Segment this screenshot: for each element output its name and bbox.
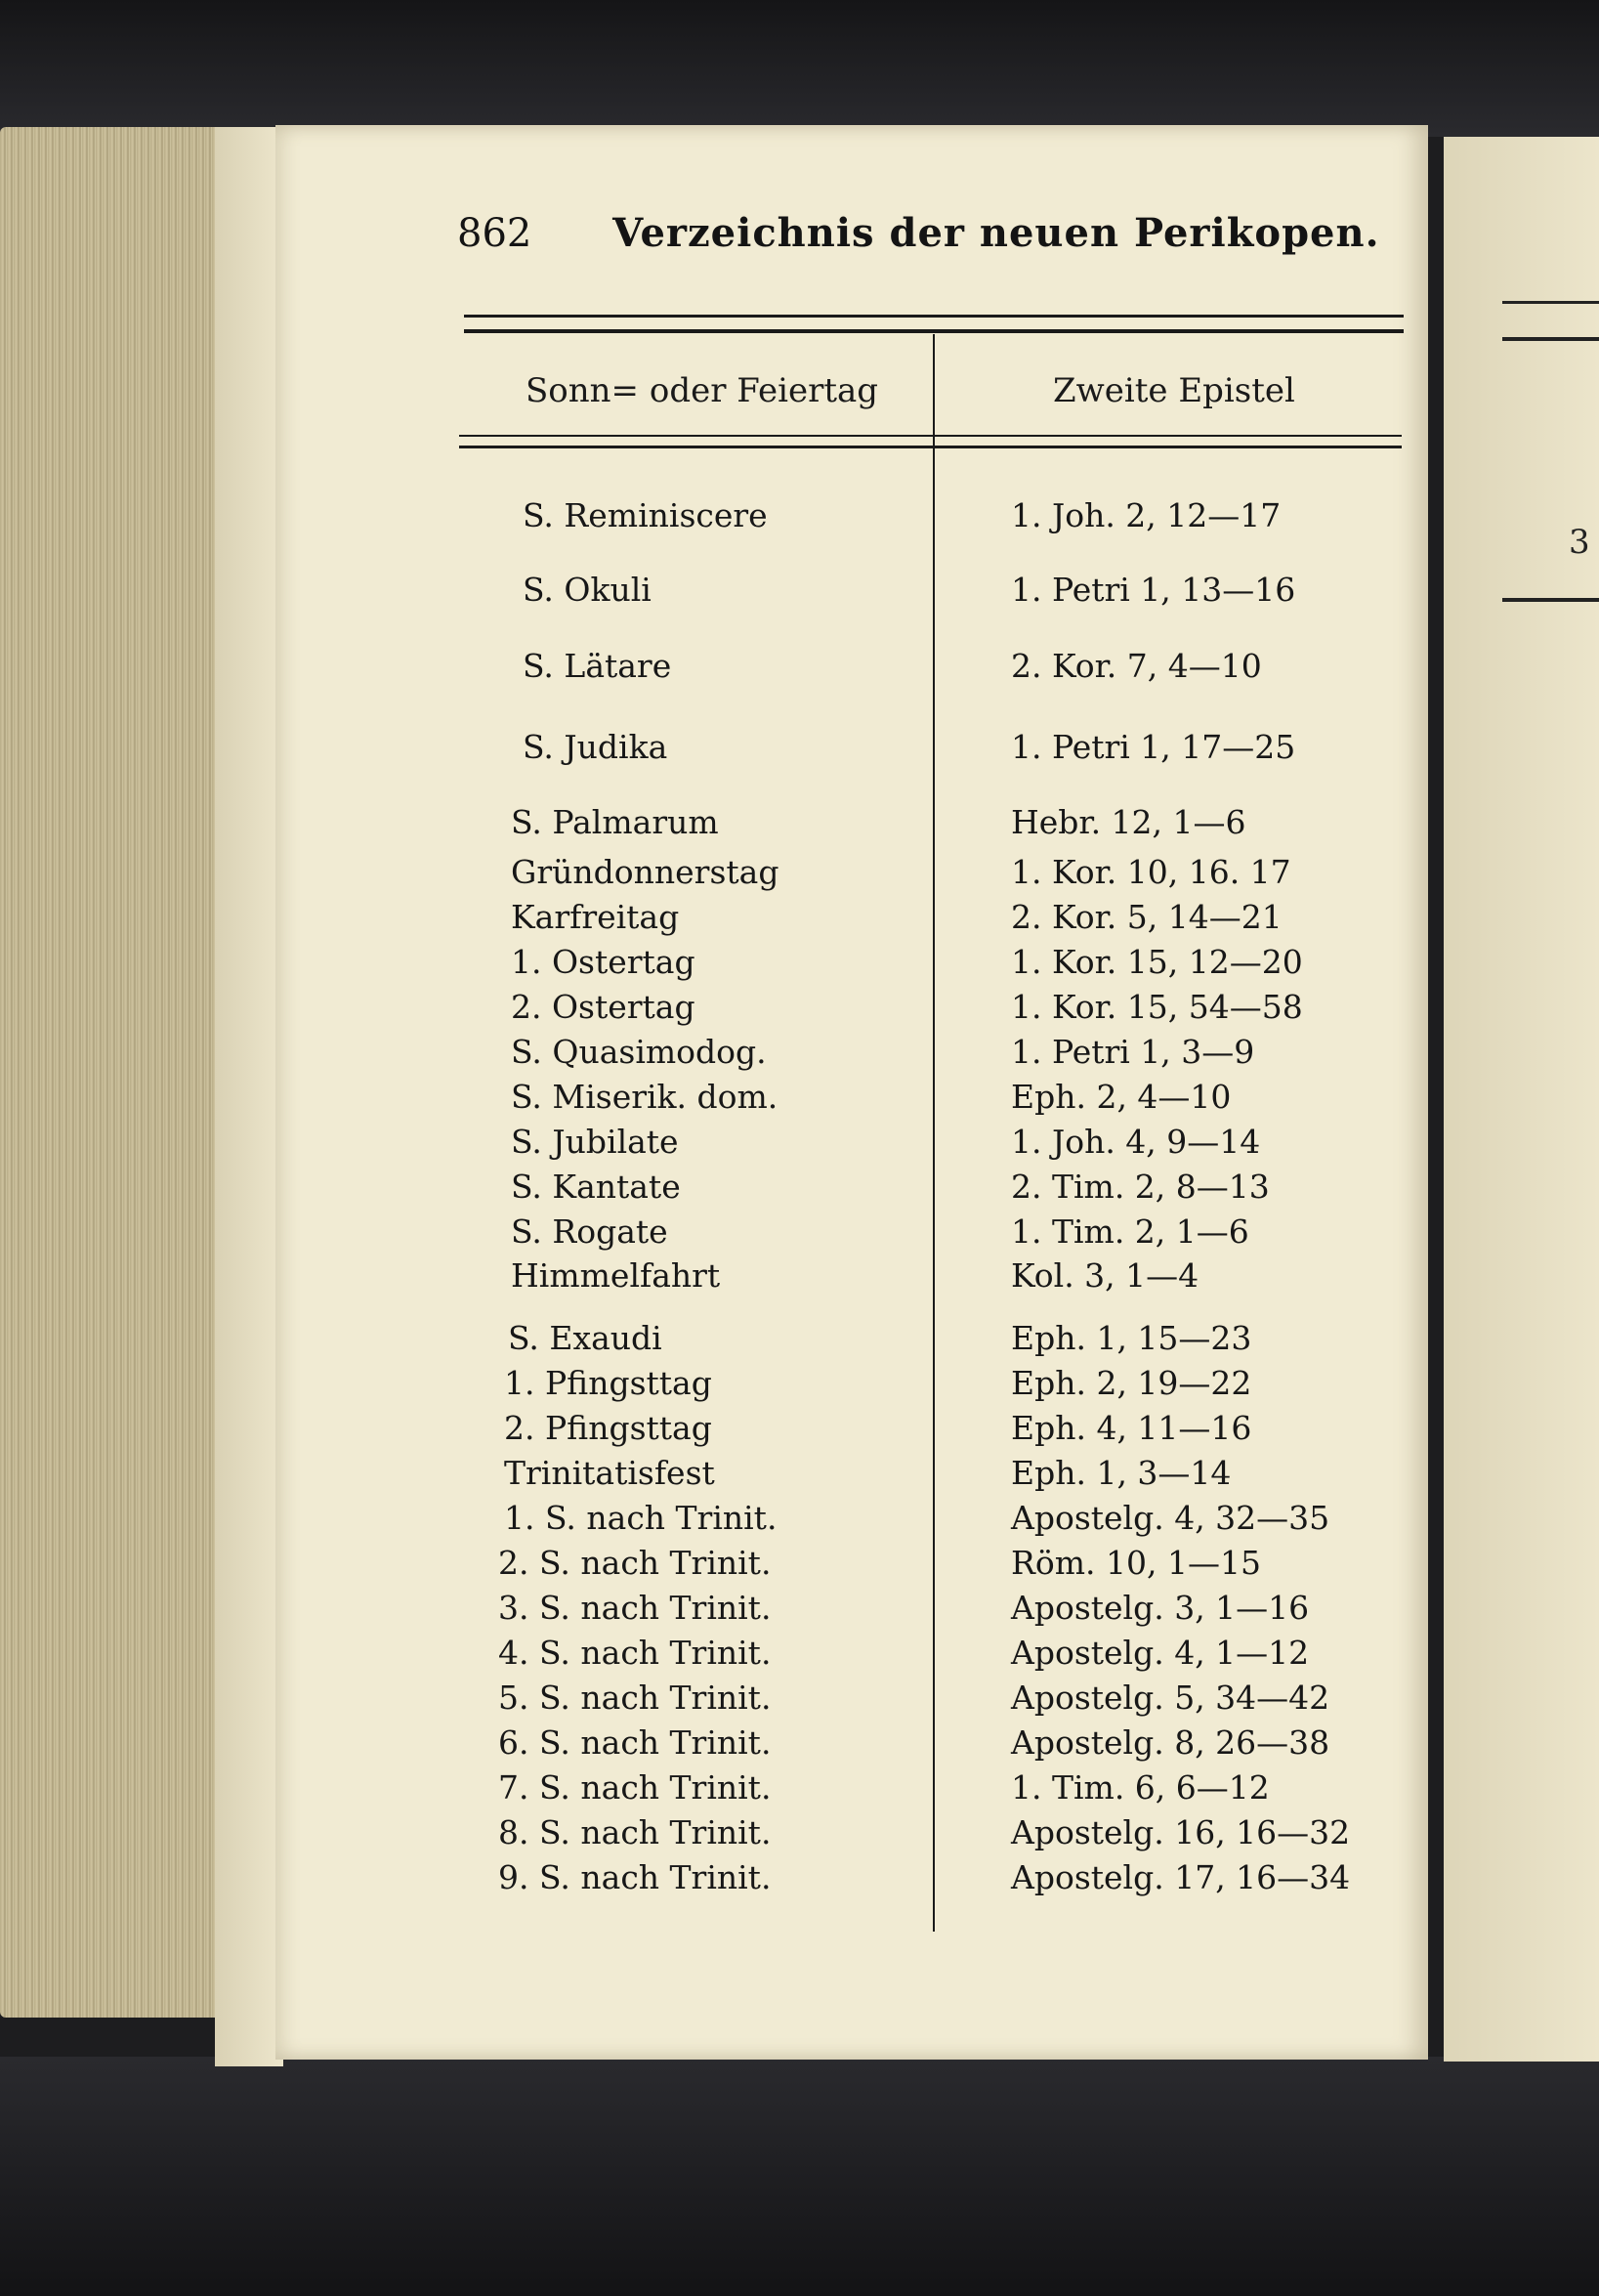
epistle-reference: Apostelg. 16, 16—32 — [1011, 1813, 1351, 1851]
page-number: 862 — [457, 211, 532, 256]
table-rule-top — [464, 329, 1404, 333]
feast-day: Karfreitag — [511, 898, 680, 936]
epistle-reference: 1. Tim. 2, 1—6 — [1011, 1212, 1249, 1251]
epistle-reference: 1. Petri 1, 3—9 — [1011, 1033, 1255, 1071]
epistle-reference: Eph. 1, 3—14 — [1011, 1454, 1232, 1492]
feast-day: Himmelfahrt — [511, 1256, 721, 1295]
table-rule-top-thin — [464, 315, 1404, 318]
epistle-reference: 1. Kor. 15, 54—58 — [1011, 988, 1303, 1026]
epistle-reference: 1. Kor. 10, 16. 17 — [1011, 853, 1291, 891]
feast-day: S. Exaudi — [508, 1319, 662, 1357]
epistle-reference: Apostelg. 3, 1—16 — [1011, 1589, 1310, 1627]
epistle-reference: Apostelg. 17, 16—34 — [1011, 1858, 1351, 1896]
feast-day: Trinitatisfest — [504, 1454, 715, 1492]
epistle-reference: Eph. 4, 11—16 — [1011, 1409, 1252, 1447]
facing-page-fragment: 3 — [1569, 523, 1590, 562]
epistle-reference: Kol. 3, 1—4 — [1011, 1256, 1199, 1295]
feast-day: S. Judika — [523, 728, 668, 766]
feast-day: S. Jubilate — [511, 1123, 679, 1161]
epistle-reference: 2. Kor. 7, 4—10 — [1011, 647, 1262, 685]
feast-day: 2. Ostertag — [511, 988, 695, 1026]
feast-day: S. Lätare — [523, 647, 672, 685]
facing-page-rule — [1502, 337, 1599, 341]
feast-day: S. Reminiscere — [523, 496, 768, 534]
feast-day: 7. S. nach Trinit. — [498, 1768, 772, 1807]
column-header-day: Sonn= oder Feiertag — [526, 371, 879, 410]
feast-day: 5. S. nach Trinit. — [498, 1679, 772, 1717]
epistle-reference: Eph. 1, 15—23 — [1011, 1319, 1252, 1357]
epistle-reference: 2. Tim. 2, 8—13 — [1011, 1168, 1270, 1206]
epistle-reference: 1. Kor. 15, 12—20 — [1011, 943, 1303, 981]
facing-page-rule-bottom — [1502, 598, 1599, 602]
epistle-reference: Röm. 10, 1—15 — [1011, 1544, 1261, 1582]
feast-day: S. Miserik. dom. — [511, 1078, 778, 1116]
epistle-reference: Eph. 2, 4—10 — [1011, 1078, 1232, 1116]
facing-page-rule-top — [1502, 301, 1599, 304]
column-header-epistle: Zweite Epistel — [1053, 371, 1295, 410]
facing-page — [1444, 137, 1599, 2062]
epistle-reference: 1. Tim. 6, 6—12 — [1011, 1768, 1270, 1807]
table-rule-header-1 — [459, 435, 1402, 437]
feast-day: 4. S. nach Trinit. — [498, 1634, 772, 1672]
feast-day: S. Rogate — [511, 1212, 668, 1251]
epistle-reference: 1. Petri 1, 13—16 — [1011, 571, 1296, 609]
feast-day: 1. Ostertag — [511, 943, 695, 981]
epistle-reference: Apostelg. 4, 32—35 — [1011, 1499, 1330, 1537]
feast-day: Gründonnerstag — [511, 853, 779, 891]
page-title: Verzeichnis der neuen Perikopen. — [612, 210, 1380, 256]
feast-day: 2. Pfingsttag — [504, 1409, 712, 1447]
epistle-reference: Apostelg. 4, 1—12 — [1011, 1634, 1310, 1672]
feast-day: S. Okuli — [523, 571, 652, 609]
epistle-reference: Hebr. 12, 1—6 — [1011, 803, 1246, 841]
feast-day: 1. Pfingsttag — [504, 1364, 712, 1402]
table-rule-header-2 — [459, 446, 1402, 448]
epistle-reference: 1. Petri 1, 17—25 — [1011, 728, 1296, 766]
epistle-reference: 2. Kor. 5, 14—21 — [1011, 898, 1283, 936]
feast-day: 1. S. nach Trinit. — [504, 1499, 778, 1537]
feast-day: S. Palmarum — [511, 803, 719, 841]
feast-day: S. Quasimodog. — [511, 1033, 767, 1071]
page-gutter — [215, 127, 283, 2066]
feast-day: 8. S. nach Trinit. — [498, 1813, 772, 1851]
epistle-reference: 1. Joh. 2, 12—17 — [1011, 496, 1282, 534]
epistle-reference: 1. Joh. 4, 9—14 — [1011, 1123, 1261, 1161]
epistle-reference: Apostelg. 5, 34—42 — [1011, 1679, 1330, 1717]
page-header — [457, 210, 1380, 256]
feast-day: 9. S. nach Trinit. — [498, 1858, 772, 1896]
feast-day: 2. S. nach Trinit. — [498, 1544, 772, 1582]
epistle-reference: Eph. 2, 19—22 — [1011, 1364, 1252, 1402]
epistle-reference: Apostelg. 8, 26—38 — [1011, 1723, 1330, 1762]
book-cover-bottom — [0, 2057, 1599, 2296]
book-cover-top — [0, 0, 1599, 137]
feast-day: S. Kantate — [511, 1168, 681, 1206]
feast-day: 6. S. nach Trinit. — [498, 1723, 772, 1762]
column-divider — [933, 334, 935, 1932]
page-edges — [0, 127, 220, 2018]
feast-day: 3. S. nach Trinit. — [498, 1589, 772, 1627]
